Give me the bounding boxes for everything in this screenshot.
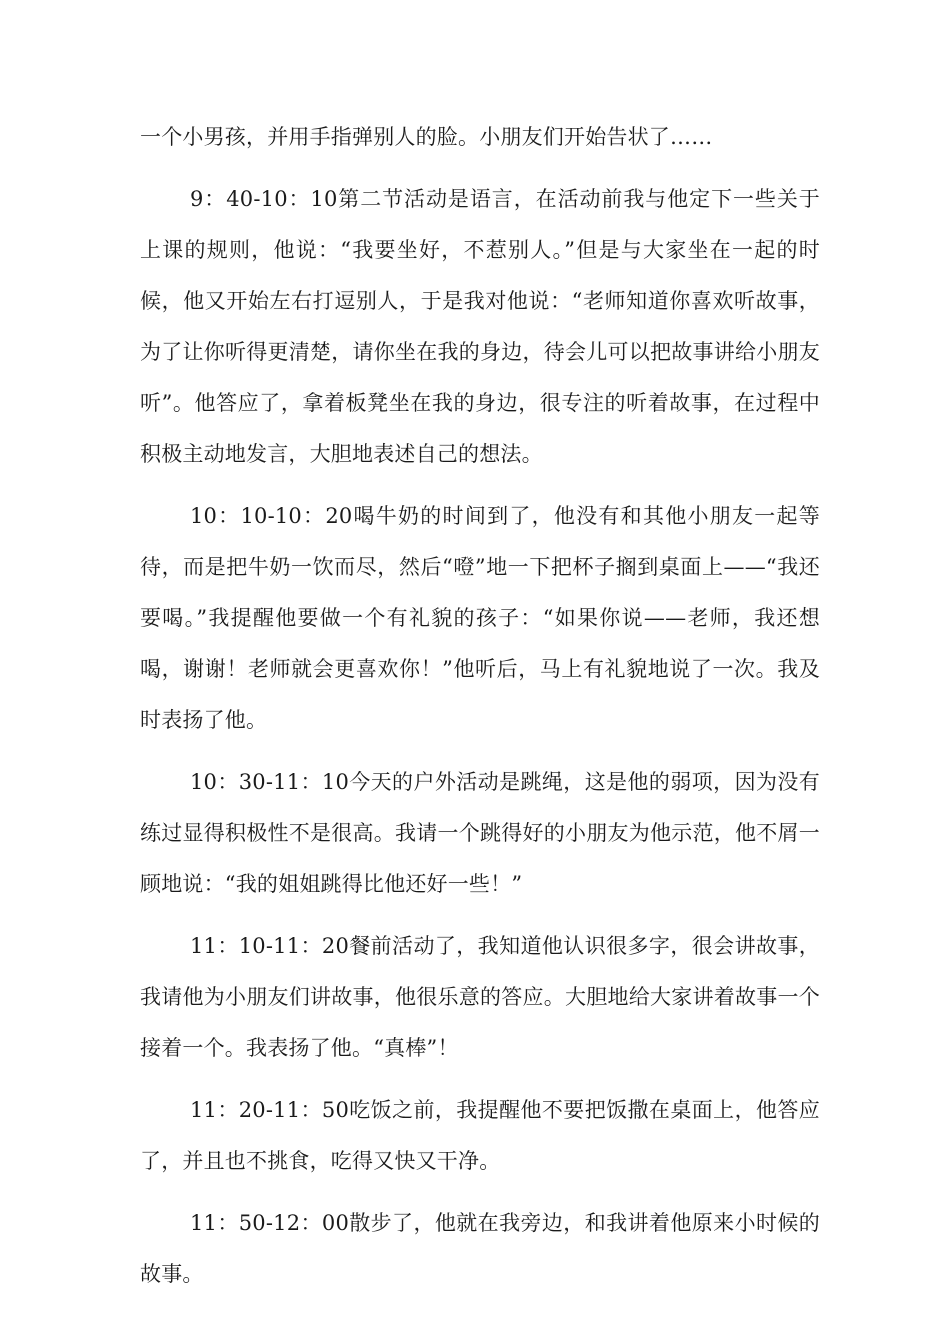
paragraph-language-activity: 9：40-10：10第二节活动是语言，在活动前我与他定下一些关于上课的规则，他说：“我要坐好，不惹别人。”但是与大家坐在一起的时候，他又开始左右打逗别人，于是我对他说：“老师知道你喜欢听故事，为了让你听得更清楚，请你坐在我的身边，待会儿可以把故事讲给小朋友听”。他答应了，拿着板凳坐在我的身边，很专注的听着故事，在过程中积极主动地发言，大胆地表述自己的想法。 (140, 187, 820, 466)
document-body (140, 112, 820, 1311)
paragraph-continuation: 一个小男孩，并用手指弹别人的脸。小朋友们开始告状了…… (140, 125, 713, 149)
paragraph-outdoor-activity: 10：30-11：10今天的户外活动是跳绳，这是他的弱项，因为没有练过显得积极性不是很高。我请一个跳得好的小朋友为他示范，他不屑一顾地说：“我的姐姐跳得比他还好一些！” (140, 770, 820, 896)
paragraph-milk-time: 10：10-10：20喝牛奶的时间到了，他没有和其他小朋友一起等待，而是把牛奶一饮而尽，然后“噔”地一下把杯子搁到桌面上——“我还要喝。”我提醒他要做一个有礼貌的孩子：“如果你说——老师，我还想喝，谢谢！老师就会更喜欢你！”他听后，马上有礼貌地说了一次。我及时表扬了他。 (140, 504, 820, 732)
paragraph-pre-meal-activity: 11：10-11：20餐前活动了，我知道他认识很多字，很会讲故事，我请他为小朋友们讲故事，他很乐意的答应。大胆地给大家讲着故事一个接着一个。我表扬了他。“真棒”！ (140, 934, 820, 1060)
paragraph-meal-time: 11：20-11：50吃饭之前，我提醒他不要把饭撒在桌面上，他答应了，并且也不挑食，吃得又快又干净。 (140, 1098, 820, 1173)
paragraph-walk-time: 11：50-12：00散步了，他就在我旁边，和我讲着他原来小时候的故事。 (140, 1211, 820, 1286)
